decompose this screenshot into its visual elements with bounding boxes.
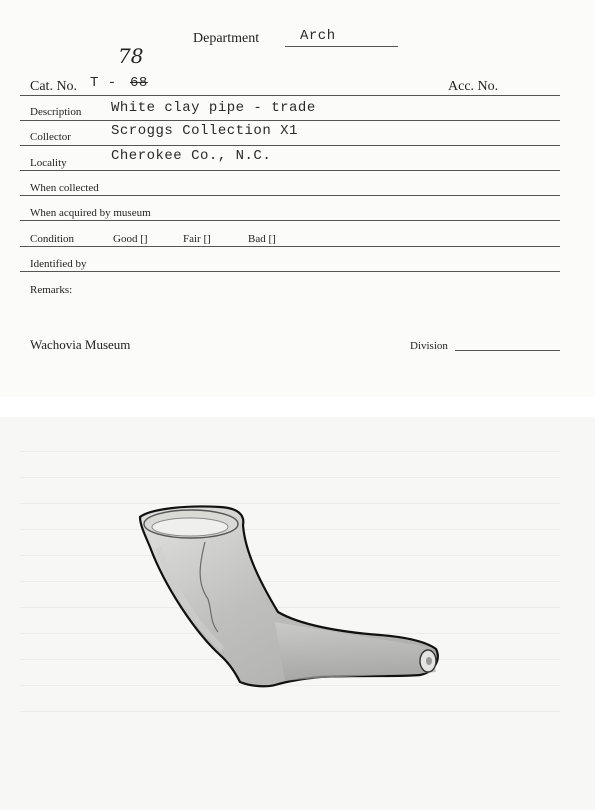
condition-label: Condition <box>30 233 75 245</box>
catalog-card-front <box>0 0 595 397</box>
collector-rule <box>20 145 560 146</box>
catalog-card-back <box>0 417 595 810</box>
cat-no-prefix: T - <box>90 75 117 91</box>
division-underline <box>455 350 560 351</box>
cat-no-handwritten: 78 <box>118 44 144 68</box>
collector-value: Scroggs Collection X1 <box>111 123 298 139</box>
when-acquired-label: When acquired by museum <box>30 207 151 219</box>
when-collected-rule <box>20 195 560 196</box>
department-label: Department <box>193 31 260 46</box>
pipe-stem-bore <box>426 657 432 665</box>
division-label: Division <box>410 340 448 352</box>
condition-rule <box>20 246 560 247</box>
locality-label: Locality <box>30 157 67 169</box>
remarks-label: Remarks: <box>30 284 73 296</box>
identified-by-label: Identified by <box>30 258 87 270</box>
cat-no-label: Cat. No. <box>30 79 78 94</box>
condition-bad: Bad [] <box>248 233 276 245</box>
when-collected-label: When collected <box>30 182 99 194</box>
pipe-stem-shade <box>275 622 436 681</box>
description-value: White clay pipe - trade <box>111 100 316 116</box>
description-label: Description <box>30 106 82 118</box>
condition-good: Good [] <box>113 233 148 245</box>
card-separator <box>0 397 595 417</box>
department-value: Arch <box>300 28 336 44</box>
locality-value: Cherokee Co., N.C. <box>111 148 272 164</box>
locality-rule <box>20 170 560 171</box>
condition-fair: Fair [] <box>183 233 211 245</box>
identified-by-rule <box>20 271 560 272</box>
cat-no-rule <box>20 95 560 96</box>
when-acquired-rule <box>20 220 560 221</box>
cat-no-struck: 68 <box>130 75 148 91</box>
department-underline <box>285 46 398 47</box>
pipe-bowl-opening <box>152 518 228 536</box>
collector-label: Collector <box>30 131 71 143</box>
clay-pipe-drawing <box>0 417 595 810</box>
description-rule <box>20 120 560 121</box>
museum-name: Wachovia Museum <box>30 337 131 352</box>
acc-no-label: Acc. No. <box>448 79 499 94</box>
